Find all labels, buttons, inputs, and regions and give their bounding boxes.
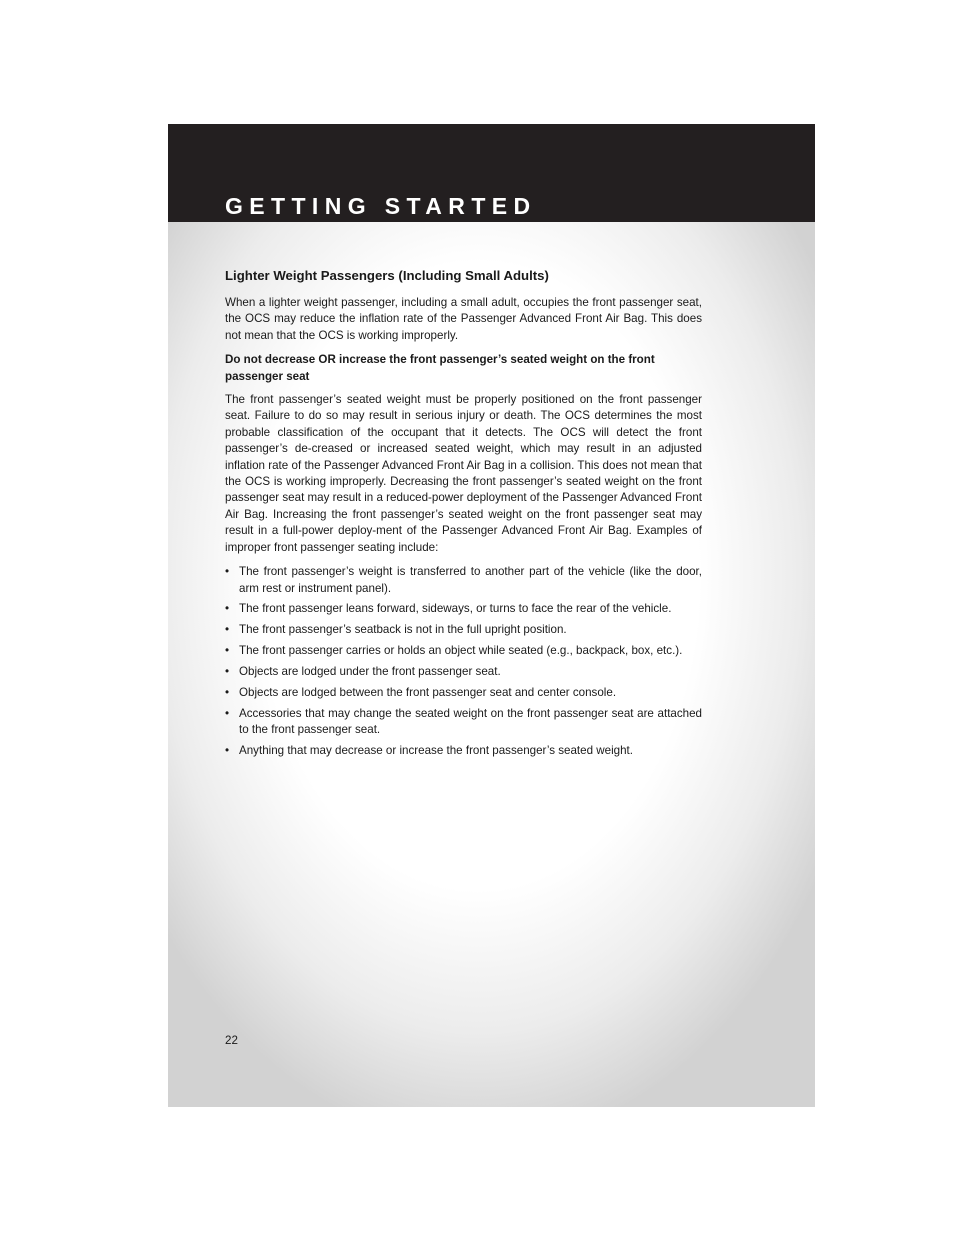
list-item-text: Anything that may decrease or increase the front passenger’s seated weight. bbox=[239, 744, 633, 758]
chapter-header-band bbox=[168, 124, 815, 222]
page-content bbox=[225, 267, 702, 764]
list-item bbox=[225, 601, 702, 617]
list-item-text: The front passenger’s seatback is not in the full upright position. bbox=[239, 623, 567, 637]
list-item-text: The front passenger leans forward, sideways, or turns to face the rear of the vehicle. bbox=[239, 602, 672, 616]
list-item-text: Objects are lodged between the front passenger seat and center console. bbox=[239, 686, 617, 700]
bullet-icon: • bbox=[225, 706, 230, 720]
bullet-icon: • bbox=[225, 744, 230, 758]
list-item bbox=[225, 664, 702, 680]
bullet-icon: • bbox=[225, 602, 230, 616]
list-item-text: Accessories that may change the seated weight on the front passenger seat are attached to the front passenger seat. bbox=[239, 706, 702, 737]
list-item-text: The front passenger’s weight is transferred to another part of the vehicle (like the door, arm rest or instrument panel). bbox=[239, 565, 702, 595]
bullet-icon: • bbox=[225, 665, 230, 679]
improper-seating-list bbox=[225, 564, 702, 760]
list-item bbox=[225, 743, 702, 759]
list-item-text: The front passenger carries or holds an object while seated (e.g., backpack, box, etc.). bbox=[239, 644, 683, 658]
list-item bbox=[225, 643, 702, 659]
list-item-text: Objects are lodged under the front passenger seat. bbox=[239, 665, 501, 679]
section-heading: Lighter Weight Passengers (Including Small Adults) bbox=[225, 268, 549, 283]
warning-heading: Do not decrease OR increase the front passenger’s seated weight on the front passenger seat bbox=[225, 353, 655, 383]
list-item bbox=[225, 622, 702, 638]
bullet-icon: • bbox=[225, 686, 230, 700]
bullet-icon: • bbox=[225, 565, 230, 579]
list-item bbox=[225, 564, 702, 597]
list-item bbox=[225, 685, 702, 701]
intro-paragraph: When a lighter weight passenger, including a small adult, occupies the front passenger seat, the OCS may reduce the inflation rate of the Passenger Advanced Front Air Bag. This does not mean that the OCS is working improperly. bbox=[225, 296, 702, 342]
manual-page bbox=[168, 124, 815, 1107]
bullet-icon: • bbox=[225, 623, 230, 637]
chapter-title: GETTING STARTED bbox=[225, 193, 537, 219]
page-number: 22 bbox=[225, 1034, 238, 1047]
body-paragraph: The front passenger’s seated weight must be properly positioned on the front passenger seat. Failure to do so may result in serious injury or death. The OCS determines the most probable classification of the occupant that it detects. The OCS will detect the front passenger’s de-creased or increased seated weight, which may result in an adjusted inflation rate of the Passenger Advanced Front Air Bag in a collision. This does not mean that the OCS is working improperly. Decreasing the front passenger’s seated weight on the front passenger seat may result in a reduced-power deployment of the Passenger Advanced Front Air Bag. Increasing the front passenger’s seated weight on the front passenger seat may result in a full-power deploy-ment of the Passenger Advanced Front Air Bag. Examples of improper front passenger seating include: bbox=[225, 393, 702, 554]
bullet-icon: • bbox=[225, 644, 230, 658]
list-item bbox=[225, 706, 702, 739]
